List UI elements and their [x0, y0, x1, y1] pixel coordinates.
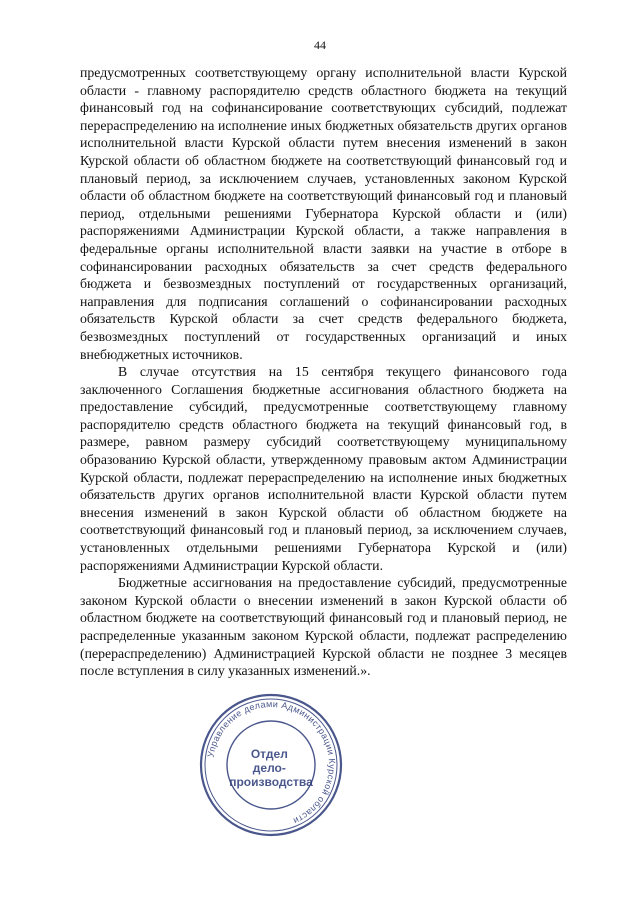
- paragraph: Бюджетные ассигнования на предоставление субсидий, предусмотренные законом Курской области о внесении изменений в закон Курской области об областном бюджете на соответствующий финансовый год и плановый период, не распределенные указанным законом Курской области, подлежат распределению (перераспределению) Администрацией Курской области не позднее 3 месяцев после вступления в силу указанных изменений.».: [80, 575, 567, 679]
- paragraph: В случае отсутствия на 15 сентября текущего финансового года заключенного Соглашения бюджетные ассигнования областного бюджета на предоставление субсидий, предусмотренные соответствующему главному распорядителю средств областного бюджета на текущий финансовый год, в размере, равном размеру субсидий соответствующему муниципальному образованию Курской области, утвержденному правовым актом Администрации Курской области, подлежат перераспределению на исполнение иных бюджетных обязательств других органов исполнительной власти Курской области путем внесения изменений в закон Курской области об областном бюджете на соответствующий финансовый год и плановый период, за исключением случаев, установленных отдельными решениями Губернатора Курской и (или) распоряжениями Администрации Курской области.: [80, 364, 567, 573]
- page-number: 44: [314, 38, 326, 52]
- paragraph: предусмотренных соответствующему органу исполнительной власти Курской области - главному распорядителю средств областного бюджета на текущий финансовый год на софинансирование соответствующих субсидий, подлежат перераспределению на исполнение иных бюджетных обязательств других органов исполнительной власти Курской области путем внесения изменений в закон Курской области об областном бюджете на соответствующий финансовый год и плановый период, за исключением случаев, установленных законом Курской области об областном бюджете на соответствующий финансовый год и плановый период, отдельными решениями Губернатора Курской области и (или) распоряжениями Администрации Курской области, а также направления в федеральные органы исполнительной власти заявки на участие в отборе в софинансировании расходных обязательств за счет средств федерального бюджета и безвозмездных поступлений от государственных организаций, направления для подписания соглашений о софинансировании расходных обязательств Курской области за счет средств федерального бюджета, безвозмездных поступлений от государственных организаций и иных внебюджетных источников.: [80, 65, 567, 362]
- stamp-ring-text: Управление делами Администрации Курской области: [205, 698, 338, 827]
- document-body: [80, 64, 567, 680]
- svg-text:Отдел дело- производст: Отдел дело- производства: [229, 747, 313, 789]
- official-stamp: [196, 690, 346, 840]
